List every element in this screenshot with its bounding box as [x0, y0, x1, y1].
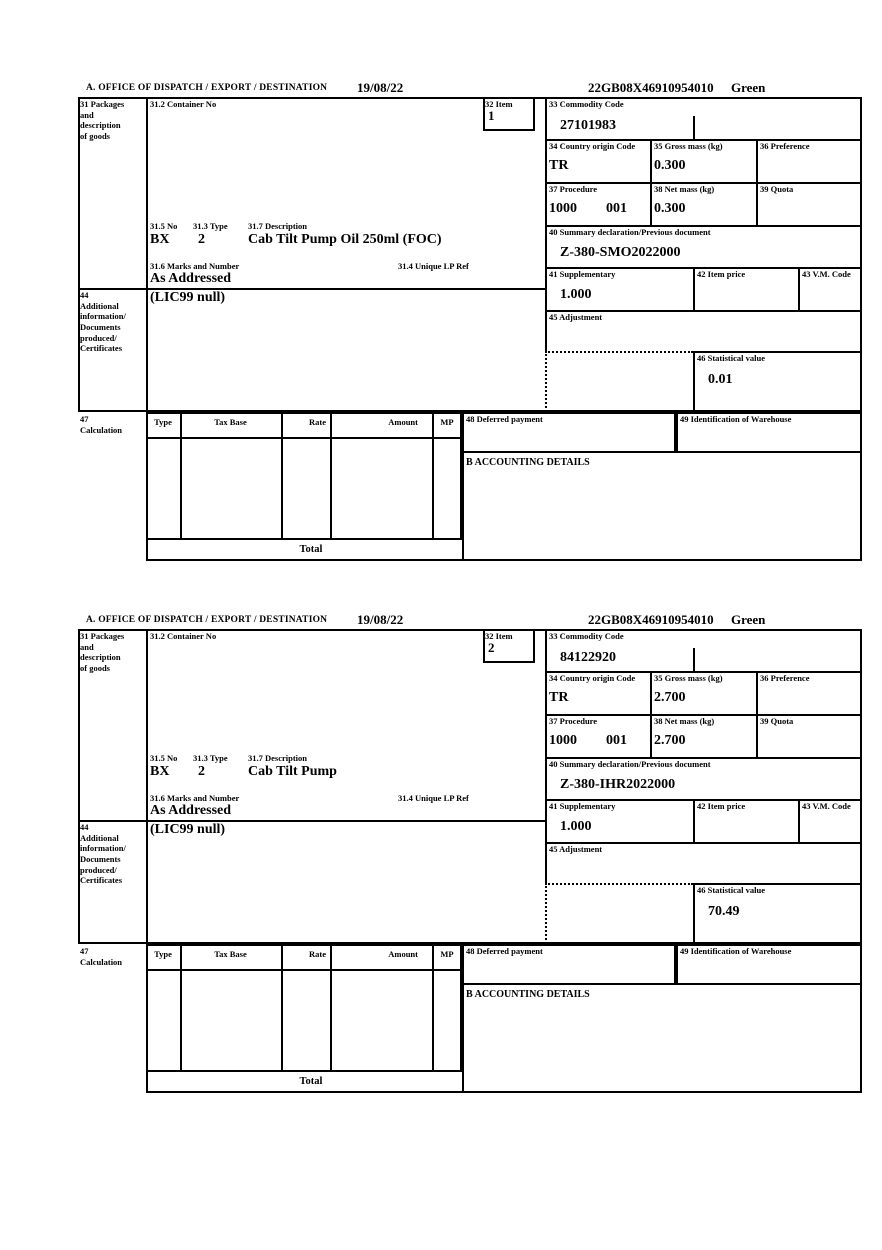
additional-information-label: 44 Additional information/ Documents produced/ Certificates — [80, 290, 126, 354]
marks-and-number-label: 31.6 Marks and Number — [150, 793, 240, 803]
supplementary-value: 1.000 — [560, 819, 592, 834]
statistical-value: 0.01 — [708, 372, 733, 387]
divider-line — [146, 437, 462, 439]
package-type-value: 2 — [198, 764, 205, 779]
goods-description-value: Cab Tilt Pump — [248, 764, 337, 779]
marks-and-number-label: 31.6 Marks and Number — [150, 261, 240, 271]
declaration-date: 19/08/22 — [357, 80, 404, 95]
vm-code-label: 43 V.M. Code — [802, 269, 851, 279]
divider-line — [650, 139, 652, 225]
preference-label: 36 Preference — [760, 673, 810, 683]
calc-rate-header: Rate — [309, 949, 326, 959]
item-number-value: 1 — [488, 108, 495, 123]
movement-reference-number: 22GB08X46910954010 — [588, 612, 714, 627]
main-box-outline — [78, 629, 862, 944]
calc-rate-header: Rate — [309, 417, 326, 427]
gross-mass-value: 2.700 — [654, 690, 686, 705]
procedure-code-value: 1000 — [549, 733, 577, 748]
office-of-dispatch-label: A. OFFICE OF DISPATCH / EXPORT / DESTINATION — [86, 615, 328, 625]
divider-line — [78, 288, 545, 290]
divider-line — [281, 944, 283, 1072]
statistical-value-label: 46 Statistical value — [697, 353, 765, 363]
calc-mp-header: MP — [440, 949, 454, 959]
dotted-divider-line — [545, 883, 547, 944]
item-label: 32 Item — [485, 631, 513, 641]
declaration-item-section — [78, 612, 862, 1093]
calc-type-header: Type — [154, 949, 172, 959]
declaration-item-section — [78, 80, 862, 561]
supplementary-label: 41 Supplementary — [549, 801, 616, 811]
package-no-label: 31.5 No — [150, 221, 178, 231]
routing-status: Green — [731, 612, 766, 627]
deferred-payment-label: 48 Deferred payment — [466, 414, 543, 424]
calc-amount-header: Amount — [388, 949, 418, 959]
quota-label: 39 Quota — [760, 184, 794, 194]
packages-description-label: 31 Packages and description of goods — [80, 631, 125, 673]
procedure-label: 37 Procedure — [549, 184, 598, 194]
previous-document-value: Z-380-IHR2022000 — [560, 777, 676, 792]
net-mass-label: 38 Net mass (kg) — [654, 184, 715, 194]
declaration-date: 19/08/22 — [357, 612, 404, 627]
package-no-value: BX — [150, 232, 170, 247]
divider-line — [330, 412, 332, 540]
additional-information-value: (LIC99 null) — [150, 290, 226, 305]
main-box-outline — [78, 97, 862, 412]
container-no-label: 31.2 Container No — [150, 99, 217, 109]
divider-line — [756, 671, 758, 757]
divider-line — [756, 139, 758, 225]
divider-line — [432, 412, 434, 540]
previous-document-label: 40 Summary declaration/Previous document — [549, 759, 711, 769]
package-no-label: 31.5 No — [150, 753, 178, 763]
item-price-label: 42 Item price — [697, 801, 746, 811]
marks-and-number-value: As Addressed — [150, 271, 232, 286]
divider-line — [78, 820, 545, 822]
accounting-details-label: B ACCOUNTING DETAILS — [466, 989, 590, 1000]
country-origin-label: 34 Country origin Code — [549, 673, 636, 683]
commodity-code-label: 33 Commodity Code — [549, 631, 624, 641]
procedure-code-secondary-value: 001 — [606, 201, 627, 216]
country-origin-value: TR — [549, 158, 569, 173]
item-label: 32 Item — [485, 99, 513, 109]
package-type-label: 31.3 Type — [193, 221, 228, 231]
package-type-value: 2 — [198, 232, 205, 247]
package-type-label: 31.3 Type — [193, 753, 228, 763]
unique-lp-ref-label: 31.4 Unique LP Ref — [398, 261, 469, 271]
divider-line — [281, 412, 283, 540]
goods-description-value: Cab Tilt Pump Oil 250ml (FOC) — [248, 232, 442, 247]
item-number-value: 2 — [488, 640, 495, 655]
warehouse-identification-label: 49 Identification of Warehouse — [680, 946, 792, 956]
movement-reference-number: 22GB08X46910954010 — [588, 80, 714, 95]
office-of-dispatch-label: A. OFFICE OF DISPATCH / EXPORT / DESTINATION — [86, 83, 328, 93]
statistical-value-label: 46 Statistical value — [697, 885, 765, 895]
description-label: 31.7 Description — [248, 753, 308, 763]
procedure-label: 37 Procedure — [549, 716, 598, 726]
dotted-divider-line — [545, 351, 547, 412]
dotted-divider-line — [545, 883, 693, 885]
accounting-details-label: B ACCOUNTING DETAILS — [466, 457, 590, 468]
item-price-label: 42 Item price — [697, 269, 746, 279]
calc-mp-header: MP — [440, 417, 454, 427]
gross-mass-value: 0.300 — [654, 158, 686, 173]
divider-line — [330, 944, 332, 1072]
calculation-label: 47 Calculation — [80, 946, 123, 967]
adjustment-label: 45 Adjustment — [549, 312, 603, 322]
quota-label: 39 Quota — [760, 716, 794, 726]
divider-line — [146, 629, 148, 944]
country-origin-label: 34 Country origin Code — [549, 141, 636, 151]
calculation-table — [146, 944, 462, 1072]
commodity-code-value: 84122920 — [560, 650, 616, 665]
additional-information-label: 44 Additional information/ Documents produced/ Certificates — [80, 822, 126, 886]
divider-line — [860, 985, 862, 1093]
previous-document-label: 40 Summary declaration/Previous document — [549, 227, 711, 237]
preference-label: 36 Preference — [760, 141, 810, 151]
procedure-code-value: 1000 — [549, 201, 577, 216]
additional-information-value: (LIC99 null) — [150, 822, 226, 837]
divider-line — [545, 629, 547, 883]
country-origin-value: TR — [549, 690, 569, 705]
divider-line — [693, 883, 695, 944]
net-mass-label: 38 Net mass (kg) — [654, 716, 715, 726]
calc-amount-header: Amount — [388, 417, 418, 427]
previous-document-value: Z-380-SMO2022000 — [560, 245, 681, 260]
divider-line — [798, 799, 800, 842]
net-mass-value: 2.700 — [654, 733, 686, 748]
container-no-label: 31.2 Container No — [150, 631, 217, 641]
divider-line — [693, 267, 695, 310]
divider-line — [432, 944, 434, 1072]
packages-description-label: 31 Packages and description of goods — [80, 99, 125, 141]
statistical-value: 70.49 — [708, 904, 740, 919]
gross-mass-label: 35 Gross mass (kg) — [654, 673, 723, 683]
divider-line — [693, 799, 695, 842]
total-label: Total — [299, 544, 323, 555]
supplementary-label: 41 Supplementary — [549, 269, 616, 279]
commodity-code-value: 27101983 — [560, 118, 616, 133]
marks-and-number-value: As Addressed — [150, 803, 232, 818]
divider-line — [798, 267, 800, 310]
commodity-code-divider-tick — [693, 648, 695, 671]
divider-line — [693, 351, 695, 412]
divider-line — [180, 944, 182, 1072]
package-no-value: BX — [150, 764, 170, 779]
divider-line — [146, 559, 862, 561]
divider-line — [146, 969, 462, 971]
procedure-code-secondary-value: 001 — [606, 733, 627, 748]
supplementary-value: 1.000 — [560, 287, 592, 302]
warehouse-identification-label: 49 Identification of Warehouse — [680, 414, 792, 424]
deferred-payment-label: 48 Deferred payment — [466, 946, 543, 956]
commodity-code-divider-tick — [693, 116, 695, 139]
divider-line — [180, 412, 182, 540]
calc-tax-base-header: Tax Base — [214, 417, 247, 427]
calculation-table — [146, 412, 462, 540]
calc-tax-base-header: Tax Base — [214, 949, 247, 959]
gross-mass-label: 35 Gross mass (kg) — [654, 141, 723, 151]
calc-type-header: Type — [154, 417, 172, 427]
adjustment-label: 45 Adjustment — [549, 844, 603, 854]
divider-line — [860, 453, 862, 561]
unique-lp-ref-label: 31.4 Unique LP Ref — [398, 793, 469, 803]
calculation-label: 47 Calculation — [80, 414, 123, 435]
routing-status: Green — [731, 80, 766, 95]
divider-line — [650, 671, 652, 757]
divider-line — [146, 97, 148, 412]
total-label: Total — [299, 1076, 323, 1087]
description-label: 31.7 Description — [248, 221, 308, 231]
dotted-divider-line — [545, 351, 693, 353]
commodity-code-label: 33 Commodity Code — [549, 99, 624, 109]
net-mass-value: 0.300 — [654, 201, 686, 216]
divider-line — [545, 97, 547, 351]
vm-code-label: 43 V.M. Code — [802, 801, 851, 811]
divider-line — [146, 1091, 862, 1093]
